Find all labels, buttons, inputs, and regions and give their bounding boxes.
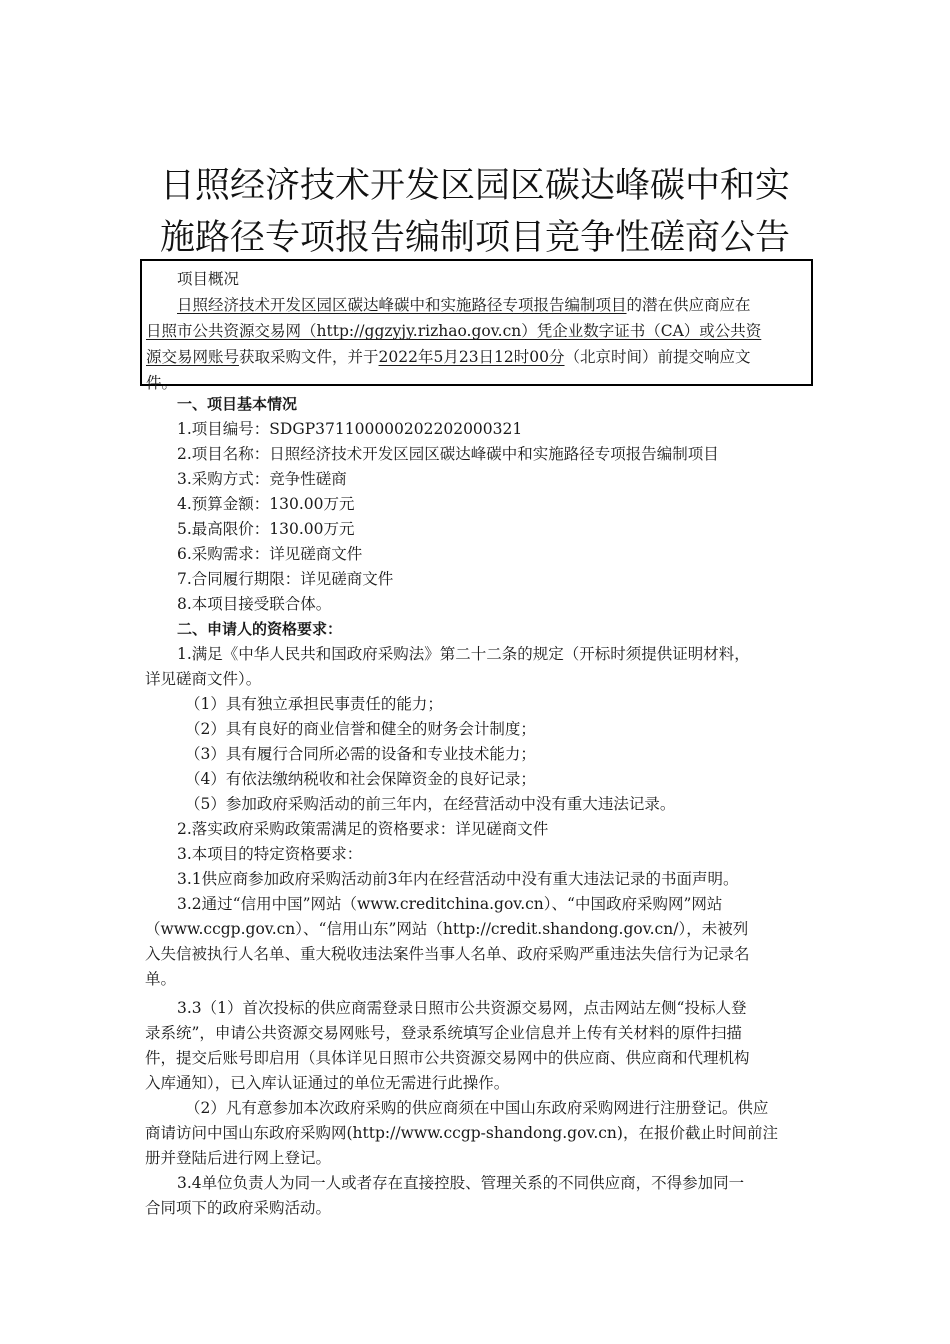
requirement-3-2-line: 单。	[145, 970, 177, 988]
overview-line-1	[146, 292, 808, 318]
overview-text-b: 获取采购文件，并于	[239, 348, 379, 366]
section1-item: 2.项目名称：日照经济技术开发区园区碳达峰碳中和实施路径专项报告编制项目	[177, 445, 719, 463]
title-line-1: 日照经济技术开发区园区碳达峰碳中和实	[159, 166, 790, 206]
document-title	[100, 160, 850, 264]
requirement-3-4-line: 3.4单位负责人为同一人或者存在直接控股、管理关系的不同供应商，不得参加同一	[177, 1174, 745, 1192]
requirement-3-3-1-line: 件，提交后账号即启用（具体详见日照市公共资源交易网中的供应商、供应商和代理机构	[145, 1049, 750, 1067]
title-line-2: 施路径专项报告编制项目竞争性磋商公告	[159, 218, 790, 258]
requirement-3-2-line: （www.ccgp.gov.cn）、“信用山东”网站（http://credit.shandong.gov.cn/），未被列	[145, 920, 749, 938]
section1-item: 3.采购方式：竞争性磋商	[177, 470, 347, 488]
overview-text-c: （北京时间）前提交响应文	[564, 348, 751, 366]
requirement-3-1: 3.1供应商参加政府采购活动前3年内在经营活动中没有重大违法记录的书面声明。	[177, 870, 739, 888]
platform-link: 日照市公共资源交易网（http://ggzyjy.rizhao.gov.cn）凭企业数字证书（CA）或公共资	[146, 322, 762, 340]
requirement-2: 2.落实政府采购政策需满足的资格要求：详见磋商文件	[177, 820, 549, 838]
requirement-3-3-1-line: 录系统”，申请公共资源交易网账号，登录系统填写企业信息并上传有关材料的原件扫描	[145, 1024, 742, 1042]
section1-item: 4.预算金额：130.00万元	[177, 495, 355, 513]
requirement-1-line: 详见磋商文件）。	[145, 670, 262, 688]
section1-item: 7.合同履行期限：详见磋商文件	[177, 570, 394, 588]
requirement-3-3-2-line: 商请访问中国山东政府采购网(http://www.ccgp-shandong.gov.cn)，在报价截止时间前注	[145, 1124, 778, 1142]
requirement-3-3-1-line: 入库通知），已入库认证通过的单位无需进行此操作。	[145, 1074, 510, 1092]
requirement-3-2-line: 3.2通过“信用中国”网站（www.creditchina.gov.cn）、“中国政府采购网”网站	[177, 895, 723, 913]
overview-line-3	[146, 344, 808, 370]
deadline-text: 2022年5月23日12时00分	[378, 348, 565, 366]
document-body	[145, 392, 813, 1221]
section2-heading: 二、申请人的资格要求：	[177, 620, 343, 638]
requirement-3-3-2-line: （2）凡有意参加本次政府采购的供应商须在中国山东政府采购网进行注册登记。供应	[185, 1099, 769, 1117]
requirement-3-4-line: 合同项下的政府采购活动。	[145, 1199, 332, 1217]
section1-item: 6.采购需求：详见磋商文件	[177, 545, 363, 563]
condition-item: （4）有依法缴纳税收和社会保障资金的良好记录；	[185, 770, 536, 788]
condition-item: （2）具有良好的商业信誉和健全的财务会计制度；	[185, 720, 536, 738]
section1-heading: 一、项目基本情况	[177, 395, 298, 413]
condition-item: （1）具有独立承担民事责任的能力；	[185, 695, 443, 713]
requirement-3-2-line: 入失信被执行人名单、重大税收违法案件当事人名单、政府采购严重违法失信行为记录名	[145, 945, 750, 963]
requirement-3-3-1-line: 3.3（1）首次投标的供应商需登录日照市公共资源交易网，点击网站左侧“投标人登	[177, 999, 747, 1017]
section1-item: 5.最高限价：130.00万元	[177, 520, 355, 538]
requirement-1-line: 1.满足《中华人民共和国政府采购法》第二十二条的规定（开标时须提供证明材料，	[177, 645, 750, 663]
project-overview-box	[140, 259, 813, 392]
overview-line-2	[146, 318, 808, 344]
section1-item: 1.项目编号：SDGP371100000202202000321	[177, 420, 523, 438]
overview-text-a: 的潜在供应商应在	[626, 296, 751, 314]
condition-item: （3）具有履行合同所必需的设备和专业技术能力；	[185, 745, 536, 763]
requirement-3-3-2-line: 册并登陆后进行网上登记。	[145, 1149, 332, 1167]
requirement-3: 3.本项目的特定资格要求：	[177, 845, 363, 863]
condition-item: （5）参加政府采购活动的前三年内，在经营活动中没有重大违法记录。	[185, 795, 676, 813]
section1-item: 8.本项目接受联合体。	[177, 595, 332, 613]
platform-link-cont: 源交易网账号	[146, 348, 240, 366]
overview-heading: 项目概况	[177, 270, 240, 288]
project-name-link: 日照经济技术开发区园区碳达峰碳中和实施路径专项报告编制项目	[177, 296, 627, 314]
overview-line-4: 件。	[146, 374, 178, 392]
